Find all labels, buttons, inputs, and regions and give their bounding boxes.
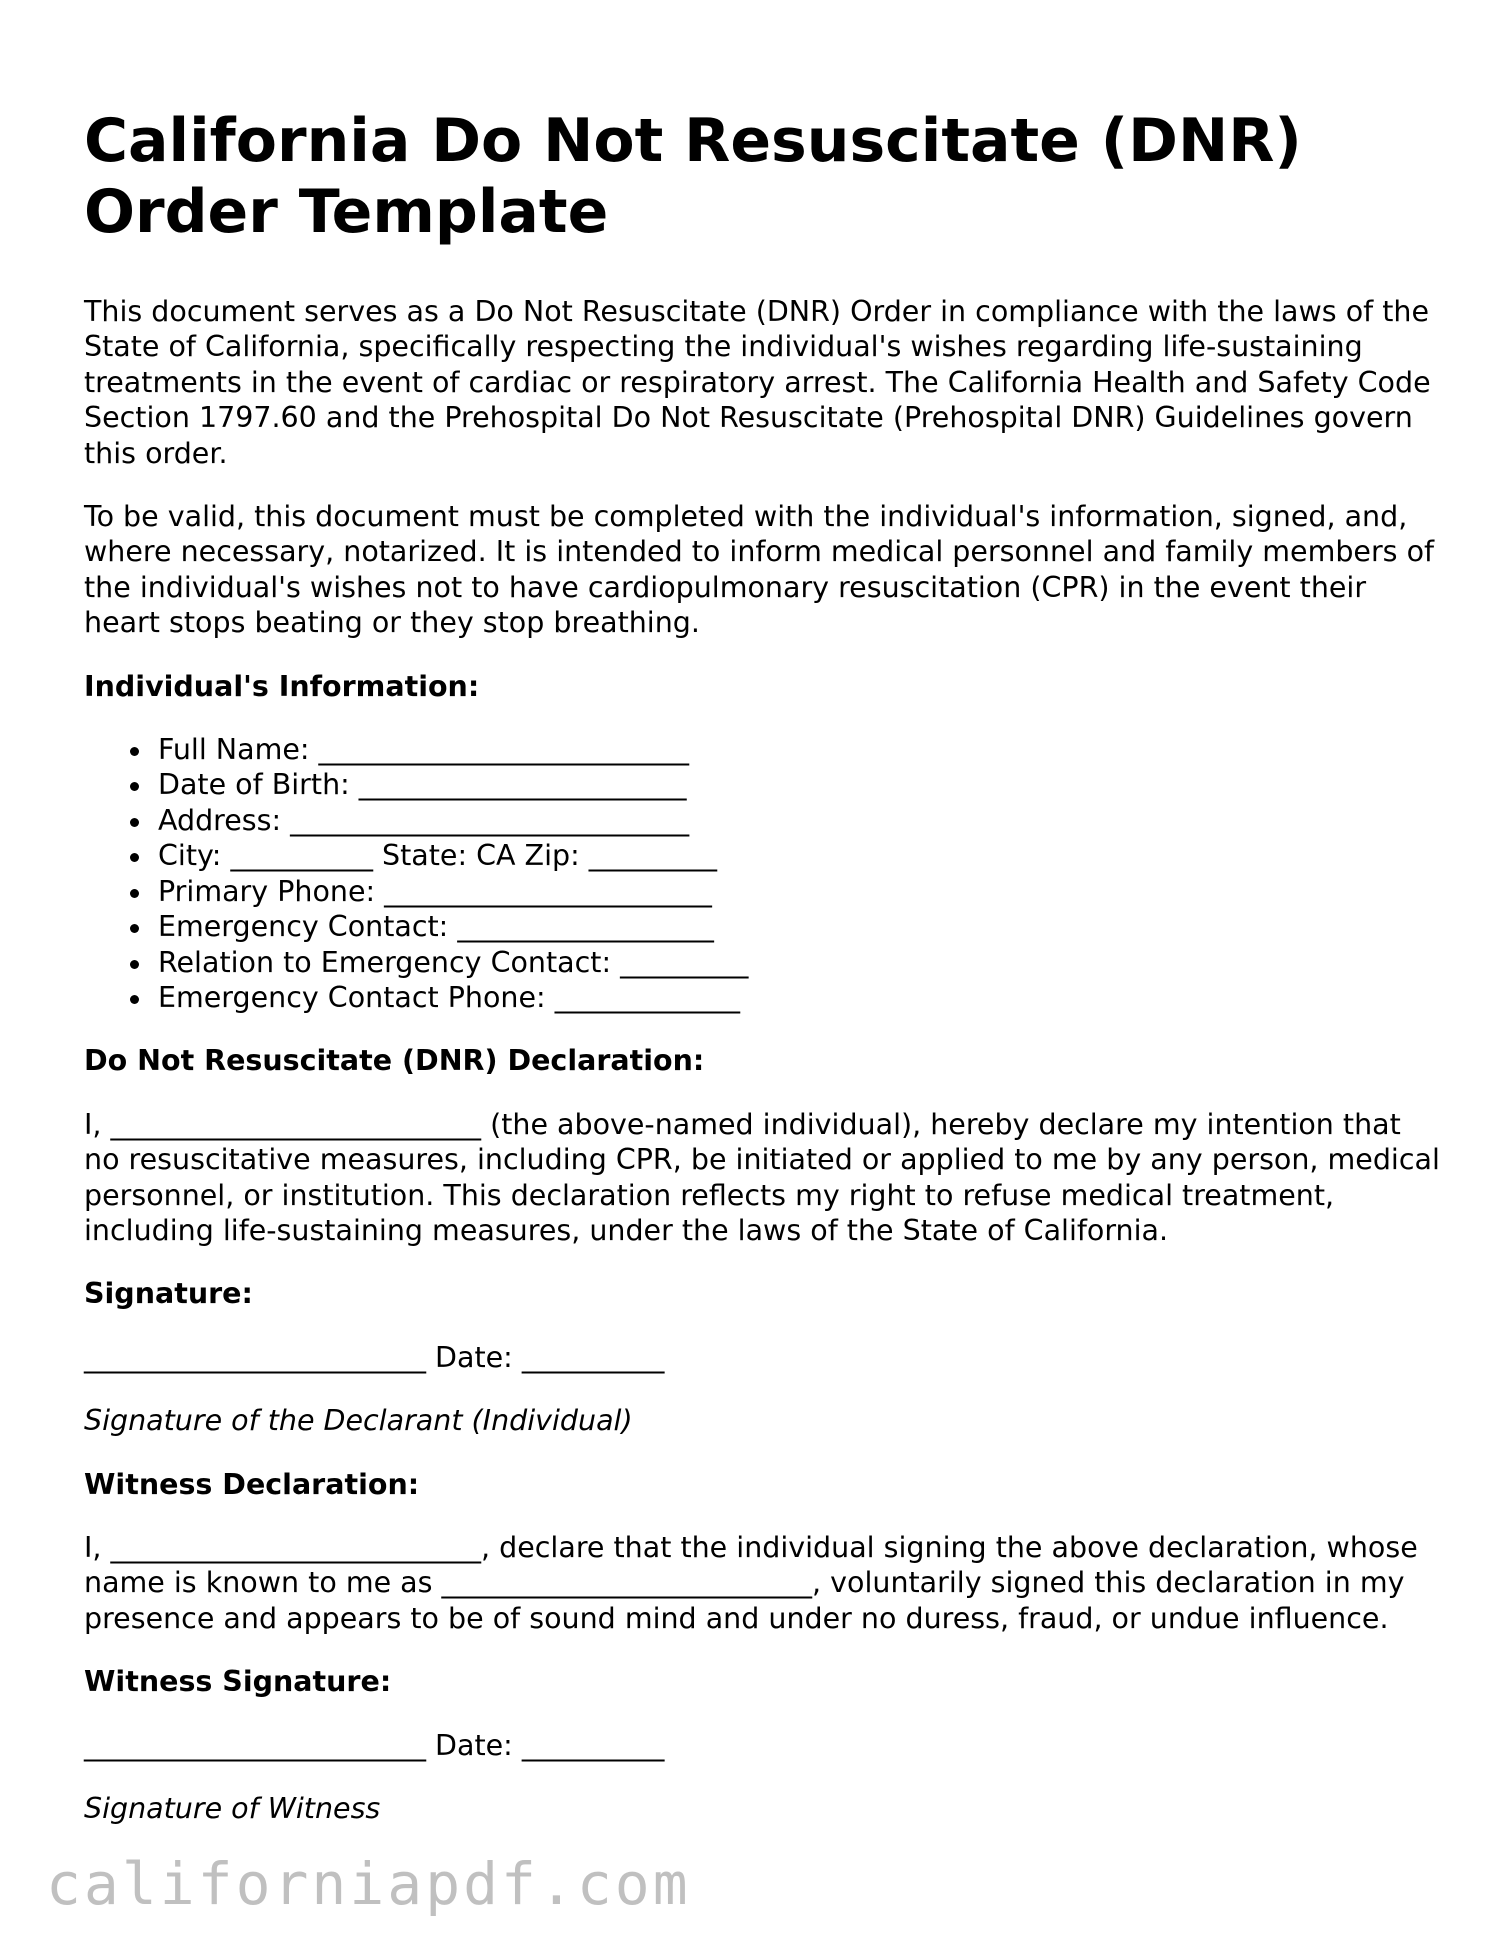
- individual-info-heading: Individual's Information:: [84, 669, 480, 703]
- document-page: [84, 106, 1444, 1854]
- witness-signature-heading: Witness Signature:: [84, 1665, 392, 1699]
- individual-info-list: [84, 732, 1444, 1015]
- signature-heading: Signature:: [84, 1277, 253, 1311]
- signature-caption: Signature of the Declarant (Individual): [84, 1404, 633, 1438]
- page-title: California Do Not Resuscitate (DNR) Order Template: [84, 106, 1302, 247]
- list-item-primary-phone: Primary Phone: _______________________: [158, 874, 1444, 909]
- witness-declaration-heading: Witness Declaration:: [84, 1467, 420, 1501]
- list-item-date-of-birth: Date of Birth: _______________________: [158, 767, 1444, 802]
- witness-declaration-text: I, __________________________, declare that the individual signing the above declaration, whose name is known to me as __________________________, voluntarily signed this declaration in my presence and appears to be of sound mind and under no duress, fraud, or undue influence.: [84, 1530, 1418, 1635]
- list-item-address: Address: ____________________________: [158, 803, 1444, 838]
- signature-line: ________________________ Date: __________: [84, 1340, 665, 1374]
- list-item-full-name: Full Name: __________________________: [158, 732, 1444, 767]
- list-item-city-state-zip: City: __________ State: CA Zip: _________: [158, 838, 1444, 873]
- intro-paragraph-2: To be valid, this document must be completed with the individual's information, signed, and, where necessary, notarized. It is intended to inform medical personnel and family members of the individual's wishes not to have cardiopulmonary resuscitation (CPR) in the event their heart stops beating or they stop breathing.: [84, 500, 1435, 640]
- witness-signature-line: ________________________ Date: __________: [84, 1728, 665, 1762]
- watermark: californiapdf.com: [46, 1850, 691, 1918]
- dnr-declaration-text: I, __________________________ (the above-named individual), hereby declare my intention that no resuscitative measures, including CPR, be initiated or applied to me by any person, medical personnel, or institution. This declaration reflects my right to refuse medical treatment, including life-sustaining measures, under the laws of the State of California.: [84, 1107, 1440, 1247]
- dnr-declaration-heading: Do Not Resuscitate (DNR) Declaration:: [84, 1044, 705, 1078]
- witness-signature-caption: Signature of Witness: [84, 1792, 381, 1825]
- list-item-relation: Relation to Emergency Contact: _________: [158, 945, 1444, 980]
- list-item-emergency-contact: Emergency Contact: __________________: [158, 909, 1444, 944]
- list-item-emergency-phone: Emergency Contact Phone: _____________: [158, 980, 1444, 1015]
- intro-paragraph-1: This document serves as a Do Not Resuscitate (DNR) Order in compliance with the laws of the State of California, specifically respecting the individual's wishes regarding life-sustaining treatments in the event of cardiac or respiratory arrest. The California Health and Safety Code Section 1797.60 and the Prehospital Do Not Resuscitate (Prehospital DNR) Guidelines govern this order.: [84, 295, 1431, 470]
